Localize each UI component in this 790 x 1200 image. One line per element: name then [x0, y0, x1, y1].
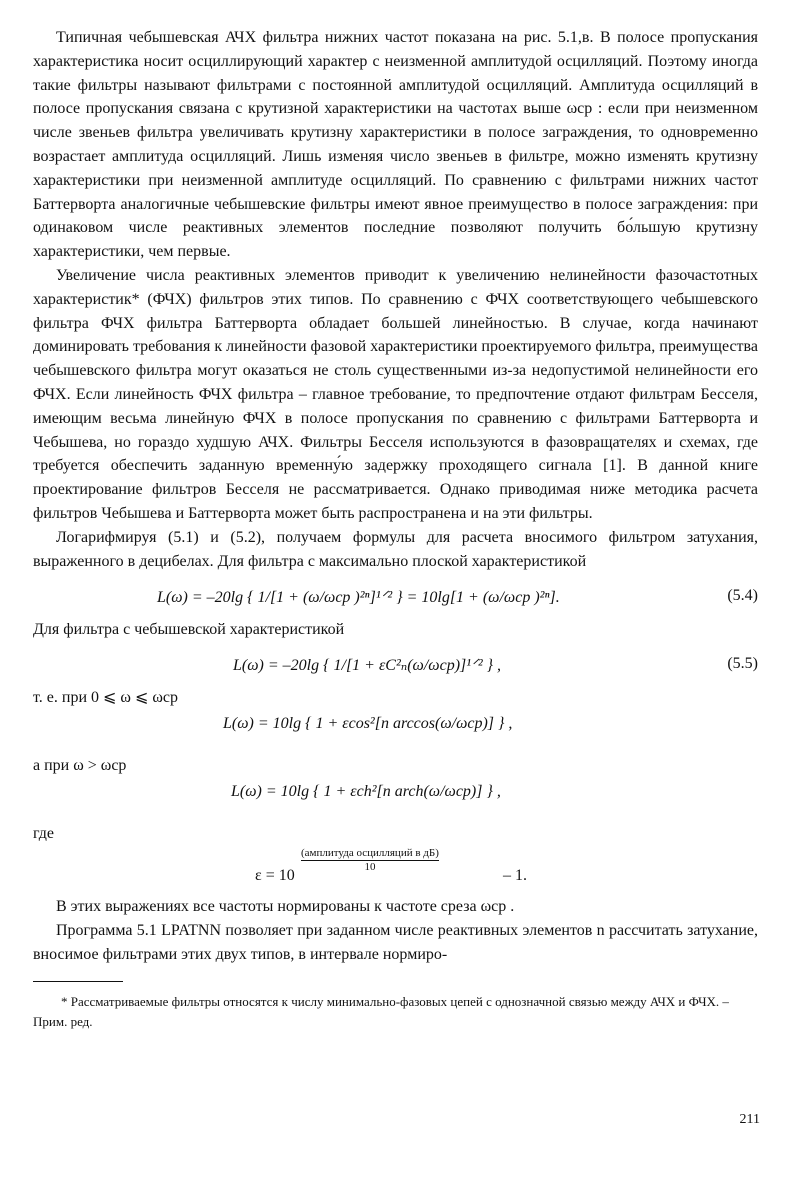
- epsilon-exponent-numerator: (амплитуда осцилляций в дБ): [301, 847, 439, 860]
- paragraph-log-formulas: Логарифмируя (5.1) и (5.2), получаем формулы для расчета вносимого фильтром затухания, выраженного в децибелах. Для фильтра с максимально плоской характеристикой: [33, 528, 758, 570]
- formula-stopband: [33, 777, 758, 823]
- formula-5-5: [33, 641, 758, 687]
- formula-passband-expression: L(ω) = 10lg { 1 + εcos²[n arccos(ω/ωср)] } ,: [223, 715, 513, 733]
- where-label: где: [33, 825, 55, 843]
- formula-5-5-number: (5.5): [727, 655, 758, 673]
- paragraph-chebyshev-label: Для фильтра с чебышевской характеристикой: [33, 621, 345, 639]
- formula-stopband-expression: L(ω) = 10lg { 1 + εch²[n arch(ω/ωср)] } ,: [231, 783, 501, 801]
- condition-passband: т. е. при 0 ⩽ ω ⩽ ωср: [33, 689, 178, 707]
- formula-epsilon: [33, 845, 758, 891]
- formula-5-4-number: (5.4): [727, 587, 758, 605]
- formula-passband: [33, 709, 758, 755]
- epsilon-exponent-denominator: 10: [301, 860, 439, 873]
- formula-5-4: [33, 573, 758, 619]
- paragraph-chebyshev-response: Типичная чебышевская АЧХ фильтра нижних частот показана на рис. 5.1,в. В полосе пропускания характеристика носит осциллирующий характер с неизменной амплитудой осцилляций. Поэтому иногда такие фильтры называют фильтрами с постоянной амплитудой осцилляций. Амплитуда осцилляций в полосе пропускания связана с крутизной характеристики на частотах выше ωср : если при неизменном числе звеньев фильтра увеличивать крутизну характеристики в полосе заграждения, то одновременно возрастает амплитуда осцилляций. Лишь изменяя число звеньев в фильтре, можно изменять крутизну характеристики при неизменной амплитуде осцилляций. По сравнению с фильтрами нижних частот Баттерворта аналогичные чебышевские фильтры имеют явное преимущество в полосе заграждения: при одинаковом числе реактивных элементов последние позволяют получить бо́льшую крутизну характеристики, чем первые.: [33, 29, 758, 261]
- epsilon-base: ε = 10: [255, 867, 295, 885]
- footnote: * Рассматриваемые фильтры относятся к числу минимально-фазовых цепей с однозначной связью между АЧХ и ФЧХ. – Прим. ред.: [33, 993, 729, 1029]
- page-body: [33, 26, 758, 1032]
- condition-stopband: а при ω > ωср: [33, 757, 127, 775]
- paragraph-phase-linearity: Увеличение числа реактивных элементов приводит к увеличению нелинейности фазочастотных характеристик* (ФЧХ) фильтров этих типов. По сравнению с ФЧХ соответствующего чебышевского фильтра ФЧХ фильтра Баттерворта обладает большей линейностью. В случае, когда начинают доминировать требования к линейности фазовой характеристики проектируемого фильтра, преимущества чебышевского фильтра могут оказаться не столь существенными из-за недопустимой нелинейности его ФЧХ. Если линейность ФЧХ фильтра – главное требование, то предпочтение отдают фильтрам Бесселя, имеющим весьма линейную ФЧХ в полосе пропускания по сравнению с фильтрами Баттерворта и Чебышева, но гораздо худшую АЧХ. Фильтры Бесселя используются в фазовращателях и схемах, где требуется обеспечить заданную временну́ю задержку проходящего сигнала [1]. В данной книге проектирование фильтров Бесселя не рассматривается. Однако приводимая ниже методика расчета фильтров Чебышева и Баттерворта может быть распространена и на эти фильтры.: [33, 266, 758, 522]
- paragraph-normalized: В этих выражениях все частоты нормированы к частоте среза ωср .: [56, 898, 515, 916]
- formula-5-4-expression: L(ω) = –20lg { 1/[1 + (ω/ωср )²ⁿ]¹ᐟ² } = 10lg[1 + (ω/ωср )²ⁿ].: [157, 589, 560, 607]
- epsilon-tail: – 1.: [503, 867, 527, 885]
- page-number: 211: [739, 1112, 760, 1127]
- formula-5-5-expression: L(ω) = –20lg { 1/[1 + εC²ₙ(ω/ωср)]¹ᐟ² } ,: [233, 657, 502, 675]
- epsilon-exponent: [301, 847, 439, 873]
- paragraph-program: Программа 5.1 LPATNN позволяет при заданном числе реактивных элементов n рассчитать затухание, вносимое фильтрами этих двух типов, в интервале нормиро-: [33, 922, 758, 963]
- footnote-divider: [33, 981, 123, 982]
